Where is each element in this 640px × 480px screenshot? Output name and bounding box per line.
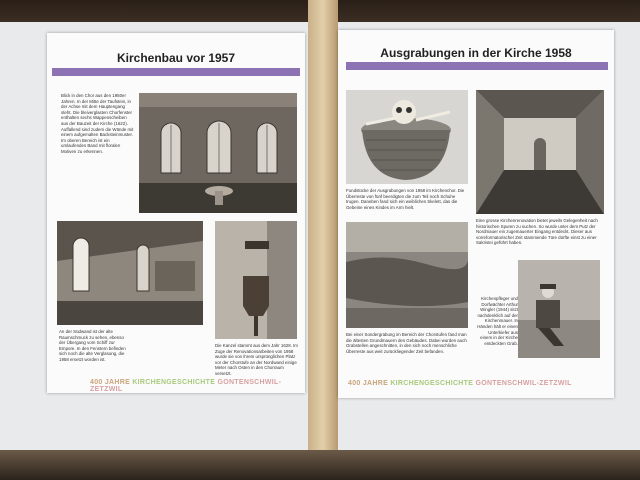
suedwand-caption: An der Südwand ist der alte Raumschmuck zu sehen, ebenso der Übergang vom Schiff zur Empore. In den Fenstern befinden sich noch die alte Verglasung, die 1958 ersetzt worden ist.: [59, 329, 126, 362]
panel-ausgrabungen: [338, 30, 614, 398]
panel-footer: [348, 380, 572, 387]
footer-part-a: 400 JAHRE: [90, 379, 131, 386]
kanzel-caption: Die Kanzel stammt aus dem Jahr 1628. Im Zuge der Renovationsarbeiten von 1958 wurde sie von ihrem ursprünglichen Platz vor der Chorstufe an der Nordwand einige Meter nach Osten in den Chorraum versetzt.: [215, 343, 298, 376]
footer-part-b: KIRCHENGESCHICHTE: [132, 379, 216, 386]
title-bar: [52, 68, 300, 76]
panel-kirchenbau: [47, 33, 305, 393]
funde-caption: Fundstücke der Ausgrabungen von 1958 im Kirchenchor. Die Überreste von fünf beerdigten die zum Teil noch Schuhe trugen. Daneben fand sich ein weibliches Skelett, das die Gebeine eines Kindes im Arm hielt.: [346, 188, 465, 210]
grundmauern-caption: Bei einer Sondergrabung im Bereich der Chorstufen fand man die ältesten Grundmauern des Gebäudes. Dabei wurden auch Grabstellen angeschnitten, in den sich noch menschliche Überreste aus weit zurückliegender Zeit befanden.: [346, 332, 467, 354]
wingler-caption: Kirchenpfleger und Dorfwächter Arthur Wingler (1944) sitzt nachdenklich auf der Kirchenmauer. In Händen hält er einen Unterkiefer aus einem in der Kirche entdeckten Grab.: [477, 296, 518, 346]
panel-title: Kirchenbau vor 1957: [116, 51, 236, 65]
panel-title: Ausgrabungen in der Kirche 1958: [380, 46, 572, 60]
suedwand-photo: [57, 221, 203, 325]
wingler-portrait-photo: [518, 260, 600, 358]
intro-caption: Blick in den Chor aus den 1950er Jahren. In der Mitte der Taufstein, in der Achse mit dem Hauptengang steht. Die bleiverglasten Chorfenster enthalten sechs Wappenscheiben aus der Bauzeit der Kirche (1622). Auffallend sind zudem die Wände mit einem aufgemalten Backsteinmuster. Im oberen Bereich ist ein umlaufendes Band mit floralen Motiven zu erkennen.: [61, 93, 134, 154]
panel-footer: [90, 379, 305, 393]
funde-basket-photo: [346, 90, 468, 184]
chor-interior-photo: [139, 93, 297, 213]
kanzel-photo: [215, 221, 297, 339]
footer-part-c: GONTENSCHWIL-ZETZWIL: [475, 380, 572, 387]
kirchenraum-photo: [476, 90, 604, 214]
footer-part-b: KIRCHENGESCHICHTE: [390, 380, 474, 387]
grundmauern-photo: [346, 222, 468, 328]
title-bar: [346, 62, 608, 70]
wooden-beam: [308, 0, 338, 480]
floor: [0, 450, 640, 480]
kirchenraum-caption: Eine grosse Kirchenrenovation bietet jeweils Gelegenheit nach historischen Spuren zu suchen. So wurde unter dem Putz der Nordmauer ein zugemauerter Eingang entdeckt. Dieser aus vorreformatorischer Zeit stammende Türe dürfte einst zu einer Sakristei geführt haben.: [476, 218, 598, 246]
footer-part-c: GONTENSCHWIL-ZETZWIL: [90, 379, 282, 393]
footer-part-a: 400 JAHRE: [348, 380, 389, 387]
